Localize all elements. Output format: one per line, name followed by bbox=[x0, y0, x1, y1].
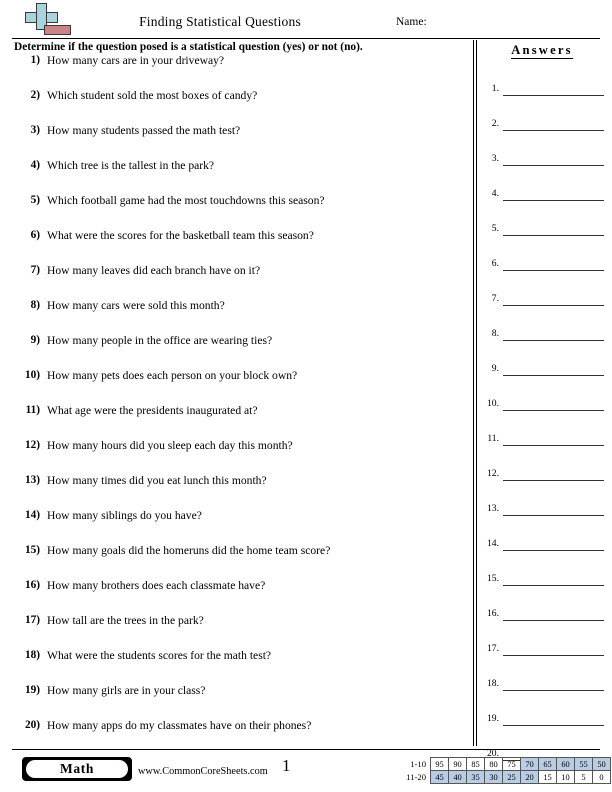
answer-key-cell: 75 bbox=[503, 758, 521, 771]
answer-key-row-label: 1-10 bbox=[410, 759, 426, 769]
question-text: How many apps do my classmates have on their phones? bbox=[47, 719, 312, 732]
question-item bbox=[14, 159, 469, 194]
answer-number: 10. bbox=[487, 398, 499, 409]
question-number: 15) bbox=[24, 544, 40, 556]
answer-key-table bbox=[394, 757, 611, 784]
answer-key-cell: 55 bbox=[575, 758, 593, 771]
question-number: 12) bbox=[24, 439, 40, 451]
question-item bbox=[14, 54, 469, 89]
answer-key-cell: 90 bbox=[449, 758, 467, 771]
answer-item bbox=[479, 179, 612, 214]
question-number: 16) bbox=[24, 579, 40, 591]
question-text: What were the scores for the basketball team this season? bbox=[47, 229, 314, 242]
question-text: How many pets does each person on your block own? bbox=[47, 369, 298, 382]
answer-item bbox=[479, 669, 612, 704]
answers-heading-text: Answers bbox=[511, 43, 573, 57]
answer-number: 17. bbox=[487, 643, 499, 654]
answer-item bbox=[479, 249, 612, 284]
question-text: How many siblings do you have? bbox=[47, 509, 202, 522]
answer-key-grid bbox=[394, 757, 611, 784]
answer-item bbox=[479, 319, 612, 354]
answer-key-cell: 10 bbox=[557, 771, 575, 784]
answer-number: 8. bbox=[491, 328, 499, 339]
question-number: 5) bbox=[30, 194, 40, 206]
answer-number: 13. bbox=[487, 503, 499, 514]
question-number: 19) bbox=[24, 684, 40, 696]
answer-item bbox=[479, 354, 612, 389]
question-text: How many cars were sold this month? bbox=[47, 299, 225, 312]
answer-key-row bbox=[394, 771, 611, 784]
answer-key-row-label: 11-20 bbox=[406, 772, 426, 782]
question-number: 17) bbox=[24, 614, 40, 626]
answer-blank-line[interactable] bbox=[503, 410, 604, 411]
answer-key-cell: 25 bbox=[503, 771, 521, 784]
question-item bbox=[14, 124, 469, 159]
answer-number: 18. bbox=[487, 678, 499, 689]
answer-number: 12. bbox=[487, 468, 499, 479]
answer-number: 11. bbox=[487, 433, 499, 444]
answer-blank-line[interactable] bbox=[503, 270, 604, 271]
question-number: 2) bbox=[30, 89, 40, 101]
answer-blank-line[interactable] bbox=[503, 165, 604, 166]
question-number: 14) bbox=[24, 509, 40, 521]
question-number: 11) bbox=[25, 404, 40, 416]
answer-item bbox=[479, 634, 612, 669]
question-number: 7) bbox=[30, 264, 40, 276]
question-number: 18) bbox=[24, 649, 40, 661]
answer-blank-line[interactable] bbox=[503, 375, 604, 376]
question-text: How many times did you eat lunch this month? bbox=[47, 474, 267, 487]
answer-key-cell: 20 bbox=[521, 771, 539, 784]
answer-blank-line[interactable] bbox=[503, 200, 604, 201]
answer-item bbox=[479, 529, 612, 564]
question-text: How many leaves did each branch have on it? bbox=[47, 264, 261, 277]
subject-badge-label: Math bbox=[26, 760, 128, 778]
question-text: What were the students scores for the math test? bbox=[47, 649, 272, 662]
answer-key-cell: 0 bbox=[593, 771, 611, 784]
answer-key-cell: 5 bbox=[575, 771, 593, 784]
answer-blank-line[interactable] bbox=[503, 95, 604, 96]
answer-number: 9. bbox=[491, 363, 499, 374]
answer-number: 5. bbox=[491, 223, 499, 234]
answer-line-list bbox=[479, 74, 612, 774]
question-text: How many students passed the math test? bbox=[47, 124, 241, 137]
question-number: 13) bbox=[24, 474, 40, 486]
answer-key-cell: 70 bbox=[521, 758, 539, 771]
answer-number: 20. bbox=[487, 748, 499, 759]
page-title: Finding Statistical Questions bbox=[139, 14, 301, 29]
question-number: 4) bbox=[30, 159, 40, 171]
question-text: How many goals did the homeruns did the home team score? bbox=[47, 544, 331, 557]
answer-item bbox=[479, 704, 612, 739]
answer-item bbox=[479, 494, 612, 529]
answer-key-cell: 95 bbox=[431, 758, 449, 771]
answer-item bbox=[479, 389, 612, 424]
question-item bbox=[14, 579, 469, 614]
answer-item bbox=[479, 459, 612, 494]
answer-key-cell: 35 bbox=[467, 771, 485, 784]
answer-blank-line[interactable] bbox=[503, 620, 604, 621]
answer-number: 16. bbox=[487, 608, 499, 619]
answer-blank-line[interactable] bbox=[503, 340, 604, 341]
answer-blank-line[interactable] bbox=[503, 515, 604, 516]
answer-number: 14. bbox=[487, 538, 499, 549]
answer-blank-line[interactable] bbox=[503, 130, 604, 131]
question-number: 8) bbox=[30, 299, 40, 311]
question-number: 20) bbox=[24, 719, 40, 731]
answer-key-cell: 80 bbox=[485, 758, 503, 771]
question-item bbox=[14, 369, 469, 404]
answer-key-cell: 15 bbox=[539, 771, 557, 784]
answer-item bbox=[479, 599, 612, 634]
answer-number: 6. bbox=[491, 258, 499, 269]
answer-number: 7. bbox=[491, 293, 499, 304]
question-item bbox=[14, 264, 469, 299]
answer-blank-line[interactable] bbox=[503, 235, 604, 236]
question-item bbox=[14, 404, 469, 439]
question-item bbox=[14, 194, 469, 229]
header-divider bbox=[12, 38, 600, 39]
answers-panel bbox=[479, 40, 612, 759]
question-item bbox=[14, 509, 469, 544]
question-item bbox=[14, 544, 469, 579]
question-text: Which tree is the tallest in the park? bbox=[47, 159, 215, 172]
answer-number: 3. bbox=[491, 153, 499, 164]
answer-item bbox=[479, 214, 612, 249]
answers-heading bbox=[479, 43, 605, 58]
answer-number: 15. bbox=[487, 573, 499, 584]
question-number: 9) bbox=[30, 334, 40, 346]
question-item bbox=[14, 89, 469, 124]
answer-number: 19. bbox=[487, 713, 499, 724]
question-text: Which student sold the most boxes of candy? bbox=[47, 89, 258, 102]
site-url: www.CommonCoreSheets.com bbox=[138, 766, 268, 777]
question-item bbox=[14, 334, 469, 369]
question-text: Which football game had the most touchdowns this season? bbox=[47, 194, 325, 207]
answer-key-cell: 85 bbox=[467, 758, 485, 771]
answer-blank-line[interactable] bbox=[503, 725, 604, 726]
answer-key-cell: 60 bbox=[557, 758, 575, 771]
question-text: How tall are the trees in the park? bbox=[47, 614, 204, 627]
question-item bbox=[14, 474, 469, 509]
question-number: 1) bbox=[30, 54, 40, 66]
question-text: What age were the presidents inaugurated at? bbox=[47, 404, 258, 417]
answer-blank-line[interactable] bbox=[503, 655, 604, 656]
answer-key-cell: 30 bbox=[485, 771, 503, 784]
question-list bbox=[14, 54, 469, 754]
question-text: How many cars are in your driveway? bbox=[47, 54, 225, 67]
answer-item bbox=[479, 109, 612, 144]
question-item bbox=[14, 614, 469, 649]
question-text: How many people in the office are wearing ties? bbox=[47, 334, 273, 347]
question-item bbox=[14, 439, 469, 474]
answer-key-cell: 40 bbox=[449, 771, 467, 784]
question-number: 3) bbox=[30, 124, 40, 136]
answer-key-cell: 45 bbox=[431, 771, 449, 784]
answer-blank-line[interactable] bbox=[503, 585, 604, 586]
answer-blank-line[interactable] bbox=[503, 480, 604, 481]
answer-number: 1. bbox=[491, 83, 499, 94]
question-item bbox=[14, 229, 469, 264]
question-item bbox=[14, 649, 469, 684]
question-number: 10) bbox=[24, 369, 40, 381]
answer-item bbox=[479, 144, 612, 179]
answer-number: 4. bbox=[491, 188, 499, 199]
answer-item bbox=[479, 424, 612, 459]
instruction-text: Determine if the question posed is a statistical question (yes) or not (no). bbox=[14, 41, 363, 53]
page-header bbox=[0, 0, 612, 40]
answer-blank-line[interactable] bbox=[503, 690, 604, 691]
footer-divider bbox=[12, 749, 600, 750]
answer-blank-line[interactable] bbox=[503, 445, 604, 446]
answer-number: 2. bbox=[491, 118, 499, 129]
question-item bbox=[14, 684, 469, 719]
answer-item bbox=[479, 284, 612, 319]
name-field-label: Name: bbox=[396, 16, 427, 28]
answer-blank-line[interactable] bbox=[503, 550, 604, 551]
question-text: How many brothers does each classmate have? bbox=[47, 579, 266, 592]
subject-badge bbox=[22, 757, 132, 781]
answer-item bbox=[479, 74, 612, 109]
question-text: How many hours did you sleep each day this month? bbox=[47, 439, 293, 452]
answer-key-cell: 50 bbox=[593, 758, 611, 771]
answer-key-cell: 65 bbox=[539, 758, 557, 771]
page-number: 1 bbox=[282, 756, 291, 775]
answer-blank-line[interactable] bbox=[503, 305, 604, 306]
answer-item bbox=[479, 564, 612, 599]
column-divider bbox=[473, 40, 477, 746]
question-number: 6) bbox=[30, 229, 40, 241]
question-item bbox=[14, 299, 469, 334]
question-text: How many girls are in your class? bbox=[47, 684, 206, 697]
answer-key-row bbox=[394, 758, 611, 771]
